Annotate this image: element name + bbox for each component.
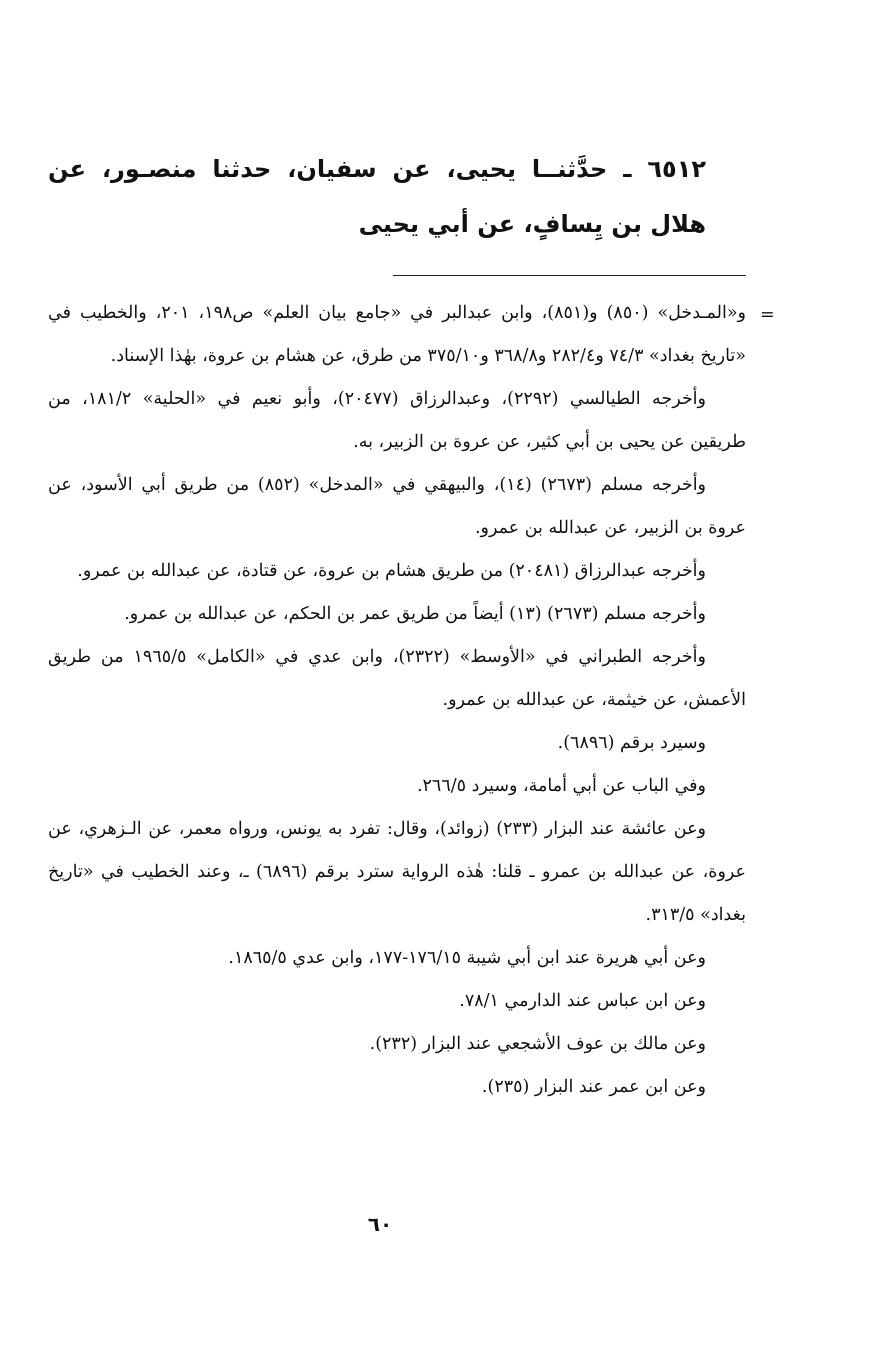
footnotes xyxy=(48,292,746,1109)
footnote-paragraph: وعن مالك بن عوف الأشجعي عند البزار (٢٣٢). xyxy=(369,1034,706,1054)
footnote-paragraph: وعن ابن عباس عند الدارمي ٧٨/١. xyxy=(459,991,706,1011)
footnote-paragraph: وأخرجه مسلم (٢٦٧٣) (١٤)، والبيهقي في «المدخل» (٨٥٢) من طريق أبي الأسود، عن عروة بن الزبير، عن عبدالله بن عمرو. xyxy=(48,475,746,538)
continuation-mark: = xyxy=(760,305,775,325)
footnote-separator xyxy=(393,275,746,276)
footnote-paragraph: وعن عائشة عند البزار (٢٣٣) (زوائد)، وقال: تفرد به يونس، ورواه معمر، عن الـزهري، عن عروة، عن عبدالله بن عمرو ـ قلنا: هٰذه الرواية سترد برقم (٦٨٩٦) ـ، وعند الخطيب في «تاريخ بغداد» ٣١٣/٥. xyxy=(48,819,746,925)
footnote-paragraph: وعن ابن عمر عند البزار (٢٣٥). xyxy=(481,1077,706,1097)
footnote-paragraph: و«المـدخل» (٨٥٠) و(٨٥١)، وابن عبدالبر في «جامع بيان العلم» ص١٩٨، ٢٠١، والخطيب في «تاريخ بغداد» ٧٤/٣ و٢٨٢/٤ و٣٦٨/٨ و٣٧٥/١٠ من طرق، عن هشام بن عروة، بهٰذا الإسناد. xyxy=(48,303,747,366)
footnote-paragraph: وسيرد برقم (٦٨٩٦). xyxy=(557,733,706,753)
footnote-paragraph: وعن أبي هريرة عند ابن أبي شيبة ١٧٦/١٥-١٧٧، وابن عدي ١٨٦٥/٥. xyxy=(228,948,706,968)
footnote-paragraph: وأخرجه الطبراني في «الأوسط» (٢٣٢٢)، وابن عدي في «الكامل» ١٩٦٥/٥ من طريق الأعمش، عن خيثمة، عن عبدالله بن عمرو. xyxy=(48,647,746,710)
page-number: ٦٠ xyxy=(367,1212,393,1236)
footnote-paragraph: وأخرجه مسلم (٢٦٧٣) (١٣) أيضاً من طريق عمر بن الحكم، عن عبدالله بن عمرو. xyxy=(124,604,706,624)
footnote-paragraph: وأخرجه الطيالسي (٢٢٩٢)، وعبدالرزاق (٢٠٤٧٧)، وأبو نعيم في «الحلية» ١٨١/٢، من طريقين عن يحيى بن أبي كثير، عن عروة بن الزبير، به. xyxy=(48,389,746,452)
footnote-paragraph: وفي الباب عن أبي أمامة، وسيرد ٢٦٦/٥. xyxy=(416,776,706,796)
hadith-text: ٦٥١٢ ـ حدَّثنــا يحيى، عن سفيان، حدثنا منصـور، عن هلال بن يِسافٍ، عن أبي يحيى xyxy=(48,155,706,238)
footnote-paragraph: وأخرجه عبدالرزاق (٢٠٤٨١) من طريق هشام بن عروة، عن قتادة، عن عبدالله بن عمرو. xyxy=(77,561,706,581)
